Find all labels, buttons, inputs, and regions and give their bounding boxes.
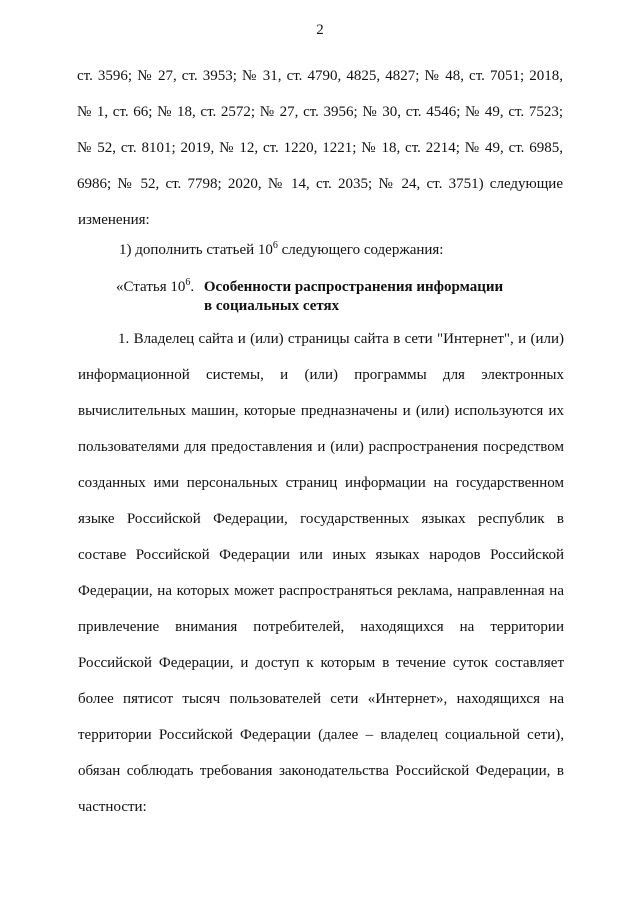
amendment-item bbox=[119, 240, 443, 260]
text-line: ст. 3596; № 27, ст. 3953; № 31, ст. 4790, 4825, 4827; № 48, ст. 7051; 2018, bbox=[77, 68, 563, 84]
text-line: более пятисот тысяч пользователей сети «Интернет», находящихся на bbox=[78, 691, 564, 707]
text-line: пользователями для предоставления и (или) распространения посредством bbox=[78, 439, 564, 455]
text-line: территории Российской Федерации (далее – владелец социальной сети), bbox=[78, 727, 564, 743]
text-line: 1. Владелец сайта и (или) страницы сайта в сети "Интернет", и (или) bbox=[118, 331, 564, 347]
text-line: языке Российской Федерации, государственных языках республик в bbox=[78, 511, 564, 527]
text-line: вычислительных машин, которые предназначены и (или) используются их bbox=[78, 403, 564, 419]
amendment-item-suffix: следующего содержания: bbox=[277, 242, 444, 258]
article-dot: . bbox=[190, 279, 195, 295]
text-line: Российской Федерации, и доступ к которым в течение суток составляет bbox=[78, 655, 564, 671]
text-line: привлечение внимания потребителей, находящихся на территории bbox=[78, 619, 564, 635]
amendment-item-prefix: 1) дополнить статьей 10 bbox=[119, 242, 273, 258]
text-line: информационной системы, и (или) программы для электронных bbox=[78, 367, 564, 383]
article-title-line-1: Особенности распространения информации bbox=[203, 279, 504, 295]
text-line: Федерации, на которых может распространяться реклама, направленная на bbox=[78, 583, 564, 599]
article-superscript: 6 bbox=[185, 277, 191, 288]
text-line: 6986; № 52, ст. 7798; 2020, № 14, ст. 2035; № 24, ст. 3751) следующие bbox=[77, 176, 563, 192]
text-line: частности: bbox=[78, 799, 147, 815]
text-line: № 52, ст. 8101; 2019, № 12, ст. 1220, 1221; № 18, ст. 2214; № 49, ст. 6985, bbox=[77, 140, 563, 156]
text-line: № 1, ст. 66; № 18, ст. 2572; № 27, ст. 3956; № 30, ст. 4546; № 49, ст. 7523; bbox=[77, 104, 563, 120]
text-line: обязан соблюдать требования законодательства Российской Федерации, в bbox=[78, 763, 564, 779]
article-label: «Статья 10 bbox=[116, 279, 186, 295]
amendment-item-superscript: 6 bbox=[272, 240, 278, 251]
text-line: созданных ими персональных страниц информации на государственном bbox=[78, 475, 564, 491]
article-heading-line-1 bbox=[116, 277, 503, 297]
text-line: изменения: bbox=[78, 212, 150, 228]
article-heading-line-2: в социальных сетях bbox=[204, 298, 340, 314]
page-number: 2 bbox=[316, 22, 324, 38]
text-line: составе Российской Федерации или иных языках народов Российской bbox=[78, 547, 564, 563]
